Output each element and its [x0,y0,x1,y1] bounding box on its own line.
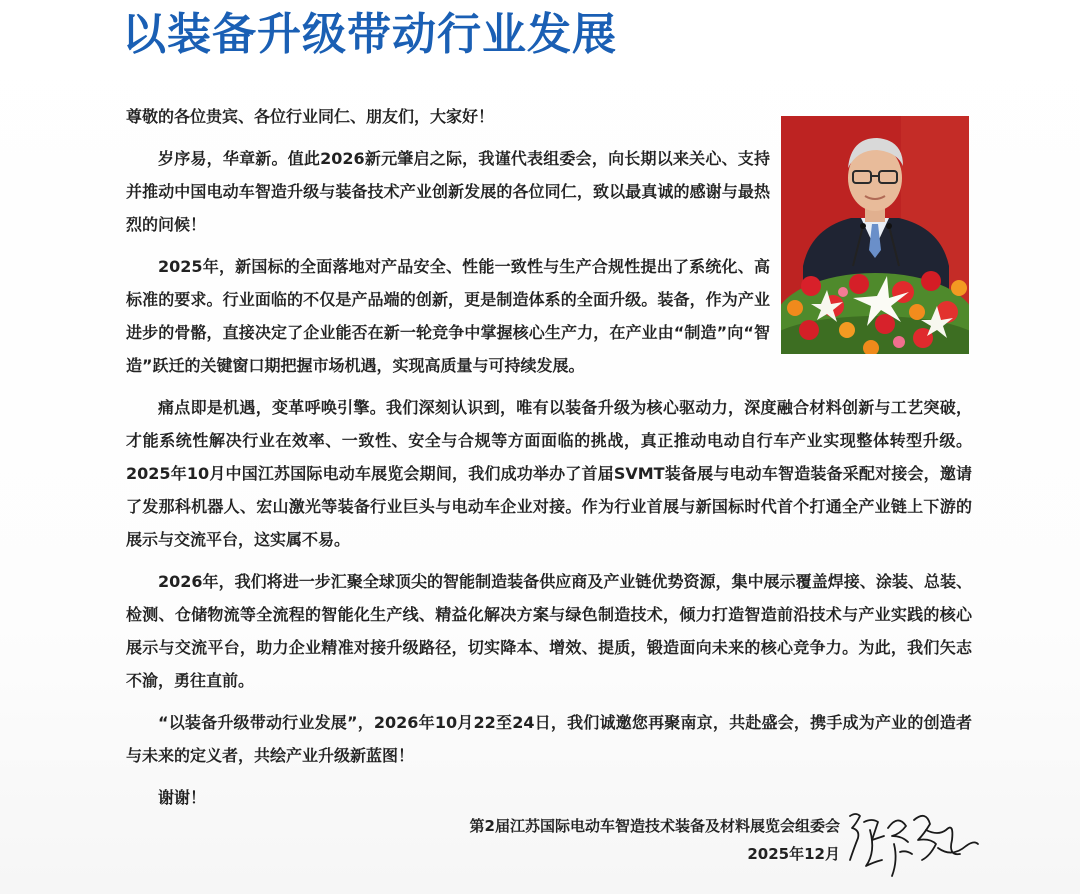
organizer-name: 第2届江苏国际电动车智造技术装备及材料展览会组委会 [469,817,840,835]
paragraph-2025-standard: 2025年，新国标的全面落地对产品安全、性能一致性与生产合规性提出了系统化、高标准的要求。行业面临的不仅是产品端的创新，更是制造体系的全面升级。装备，作为产业进步的骨骼，直接决定了企业能否在新一轮竞争中掌握核心生产力，在产业由“制造”向“智造”跃迁的关键窗口期把握市场机遇，实现高质量与可持续发展。 [126,257,770,375]
paragraph-pain-points: 痛点即是机遇，变革呼唤引擎。我们深刻认识到，唯有以装备升级为核心驱动力，深度融合材料创新与工艺突破，才能系统性解决行业在效率、一致性、安全与合规等方面面临的挑战，真正推动电动自行车产业实现整体转型升级。2025年10月中国江苏国际电动车展览会期间，我们成功举办了首届SVMT装备展与电动车智造装备采配对接会，邀请了发那科机器人、宏山激光等装备行业巨头与电动车企业对接。作为行业首展与新国标时代首个打通全产业链上下游的展示与交流平台，这实属不易。 [126,398,972,549]
letter-date: 2025年12月 [747,845,840,863]
paragraph-new-year-greeting: 岁序易，华章新。值此2026新元肇启之际，我谨代表组委会，向长期以来关心、支持并推动中国电动车智造升级与装备技术产业创新发展的各位同仁，致以最真诚的感谢与最热烈的问候！ [126,149,770,234]
greeting-line: 尊敬的各位贵宾、各位行业同仁、朋友们，大家好！ [126,107,495,126]
letter-body [126,100,972,814]
paragraph-thanks: 谢谢！ [158,788,207,807]
signature-block [400,812,840,868]
paragraph-invitation: “以装备升级带动行业发展”，2026年10月22至24日，我们诚邀您再聚南京，共赴盛会，携手成为产业的创造者与未来的定义者，共绘产业升级新蓝图！ [126,713,972,765]
page-title: 以装备升级带动行业发展 [122,9,617,60]
handwritten-signature [842,800,982,880]
paragraph-2026-plan: 2026年，我们将进一步汇聚全球顶尖的智能制造装备供应商及产业链优势资源，集中展示覆盖焊接、涂装、总装、检测、仓储物流等全流程的智能化生产线、精益化解决方案与绿色制造技术，倾力打造智造前沿技术与产业实践的核心展示与交流平台，助力企业精准对接升级路径，切实降本、增效、提质，锻造面向未来的核心竞争力。为此，我们矢志不渝，勇往直前。 [126,572,972,690]
